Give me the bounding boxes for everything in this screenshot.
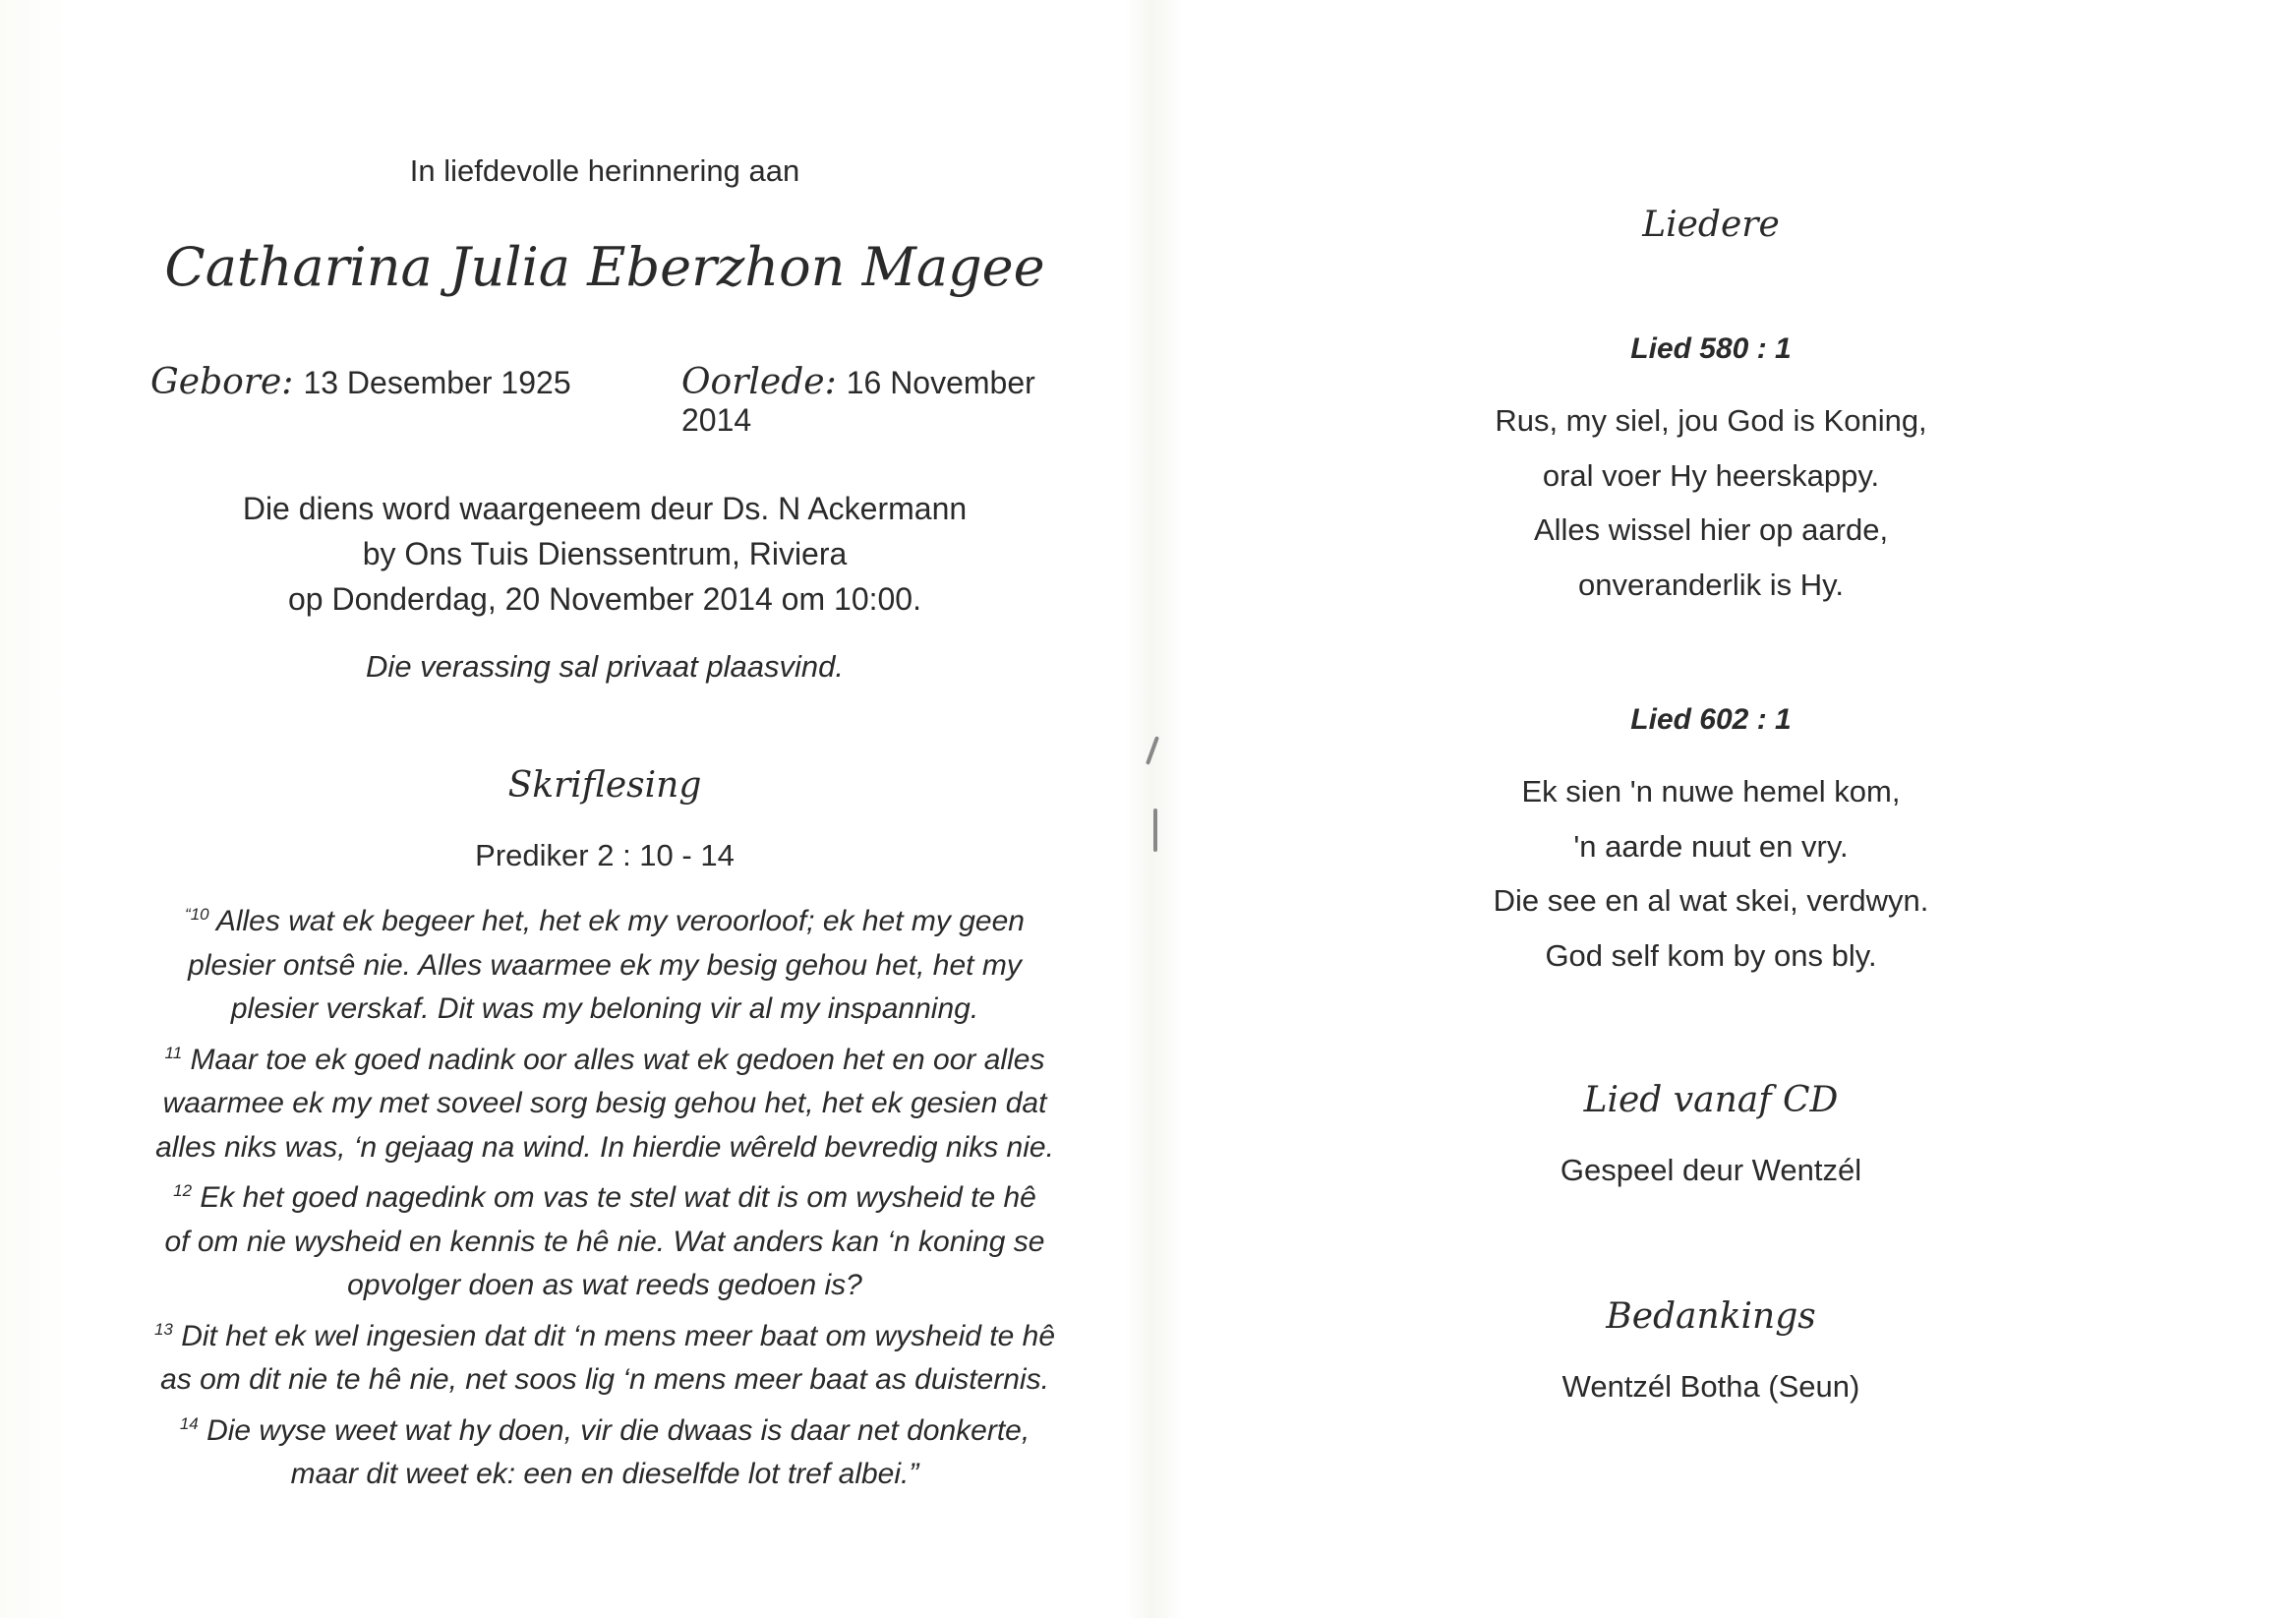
intro-text: In liefdevolle herinnering aan bbox=[409, 153, 800, 188]
staple-mark bbox=[1153, 809, 1157, 852]
song1-title: Lied 580 : 1 bbox=[1630, 332, 1792, 365]
cd-heading: Lied vanaf CD bbox=[1583, 1080, 1839, 1120]
thanks-heading: Bedankings bbox=[1606, 1296, 1816, 1337]
reading-heading: Skriflesing bbox=[507, 765, 702, 806]
lyric-line: Alles wissel hier op aarde, bbox=[1533, 512, 1889, 547]
service-line: by Ons Tuis Dienssentrum, Riviera bbox=[362, 536, 848, 571]
verse-line: opvolger doen as wat reeds gedoen is? bbox=[347, 1269, 862, 1301]
service-line: op Donderdag, 20 November 2014 om 10:00. bbox=[288, 581, 921, 617]
lyric-line: oral voer Hy heerskappy. bbox=[1542, 457, 1880, 493]
lyric-line: Die see en al wat skei, verdwyn. bbox=[1493, 883, 1929, 918]
deceased-name: Catharina Julia Eberzhon Magee bbox=[164, 236, 1045, 298]
lyric-line: Ek sien 'n nuwe hemel kom, bbox=[1521, 774, 1901, 809]
verse-line: $^{13}$ Dit het ek wel ingesien dat dit ‘n mens meer baat om wysheid te hê bbox=[153, 1319, 1056, 1352]
service-details bbox=[138, 486, 1072, 622]
staple-mark bbox=[1146, 736, 1159, 765]
verse-line: $^{11}$ Maar toe ek goed nadink oor alles wat ek gedoen het en oor alles bbox=[164, 1043, 1045, 1076]
lyric-line: God self kom by ons bly. bbox=[1545, 937, 1877, 973]
song2-lyrics bbox=[1436, 764, 1986, 983]
verse-line: $^{“10}$ Alles wat ek begeer het, het ek my veroorloof; ek het my geen bbox=[185, 905, 1025, 937]
died-label: Oorlede: bbox=[681, 362, 837, 402]
verse-line: plesier verskaf. Dit was my beloning vir al my inspanning. bbox=[230, 992, 979, 1025]
song2-title: Lied 602 : 1 bbox=[1630, 703, 1792, 736]
verse-line: $^{14}$ Die wyse weet wat hy doen, vir die dwaas is daar net donkerte, bbox=[179, 1413, 1030, 1447]
verse-line: alles niks was, ‘n gejaag na wind. In hierdie wêreld bevredig niks nie. bbox=[155, 1130, 1054, 1164]
verse-line: as om dit nie te hê nie, net soos lig ‘n mens meer baat as duisternis. bbox=[160, 1363, 1049, 1396]
verse-line: $^{12}$ Ek het goed nagedink om vas te stel wat dit is om wysheid te hê bbox=[173, 1181, 1036, 1214]
verse-line: of om nie wysheid en kennis te hê nie. Wat anders kan ‘n koning se bbox=[164, 1225, 1045, 1258]
died-group bbox=[681, 362, 1072, 439]
lyric-line: 'n aarde nuut en vry. bbox=[1573, 828, 1849, 864]
born-date: 13 Desember 1925 bbox=[303, 365, 571, 400]
verse-line: maar dit weet ek: een en dieselfde lot tref albei.” bbox=[290, 1458, 919, 1490]
died-date: 16 November 2014 bbox=[681, 365, 1035, 438]
verse-number: 13 bbox=[153, 1319, 173, 1339]
lyric-line: Rus, my siel, jou God is Koning, bbox=[1495, 403, 1927, 438]
cd-text: Gespeel deur Wentzél bbox=[1560, 1153, 1862, 1187]
born-group bbox=[150, 362, 571, 402]
service-line: Die diens word waargeneem deur Ds. N Ackermann bbox=[242, 491, 968, 526]
verse-number: 11 bbox=[164, 1043, 183, 1062]
songs-heading: Liedere bbox=[1642, 205, 1780, 245]
right-page bbox=[1436, 0, 1986, 1618]
verse-number: 14 bbox=[179, 1413, 199, 1433]
verse-line: waarmee ek my met soveel sorg besig gehou het, het ek gesien dat bbox=[162, 1087, 1047, 1119]
verse-number: “10 bbox=[185, 905, 209, 924]
cremation-note: Die verassing sal privaat plaasvind. bbox=[366, 649, 844, 684]
left-page bbox=[138, 0, 1072, 1618]
born-label: Gebore: bbox=[150, 362, 294, 402]
reading-reference: Prediker 2 : 10 - 14 bbox=[475, 838, 735, 872]
lyric-line: onveranderlik is Hy. bbox=[1578, 567, 1844, 602]
verse-line: plesier ontsê nie. Alles waarmee ek my besig gehou het, het my bbox=[188, 948, 1022, 982]
song1-lyrics bbox=[1436, 393, 1986, 612]
thanks-text: Wentzél Botha (Seun) bbox=[1561, 1369, 1860, 1404]
scripture-text bbox=[138, 893, 1072, 1497]
verse-number: 12 bbox=[173, 1181, 193, 1200]
